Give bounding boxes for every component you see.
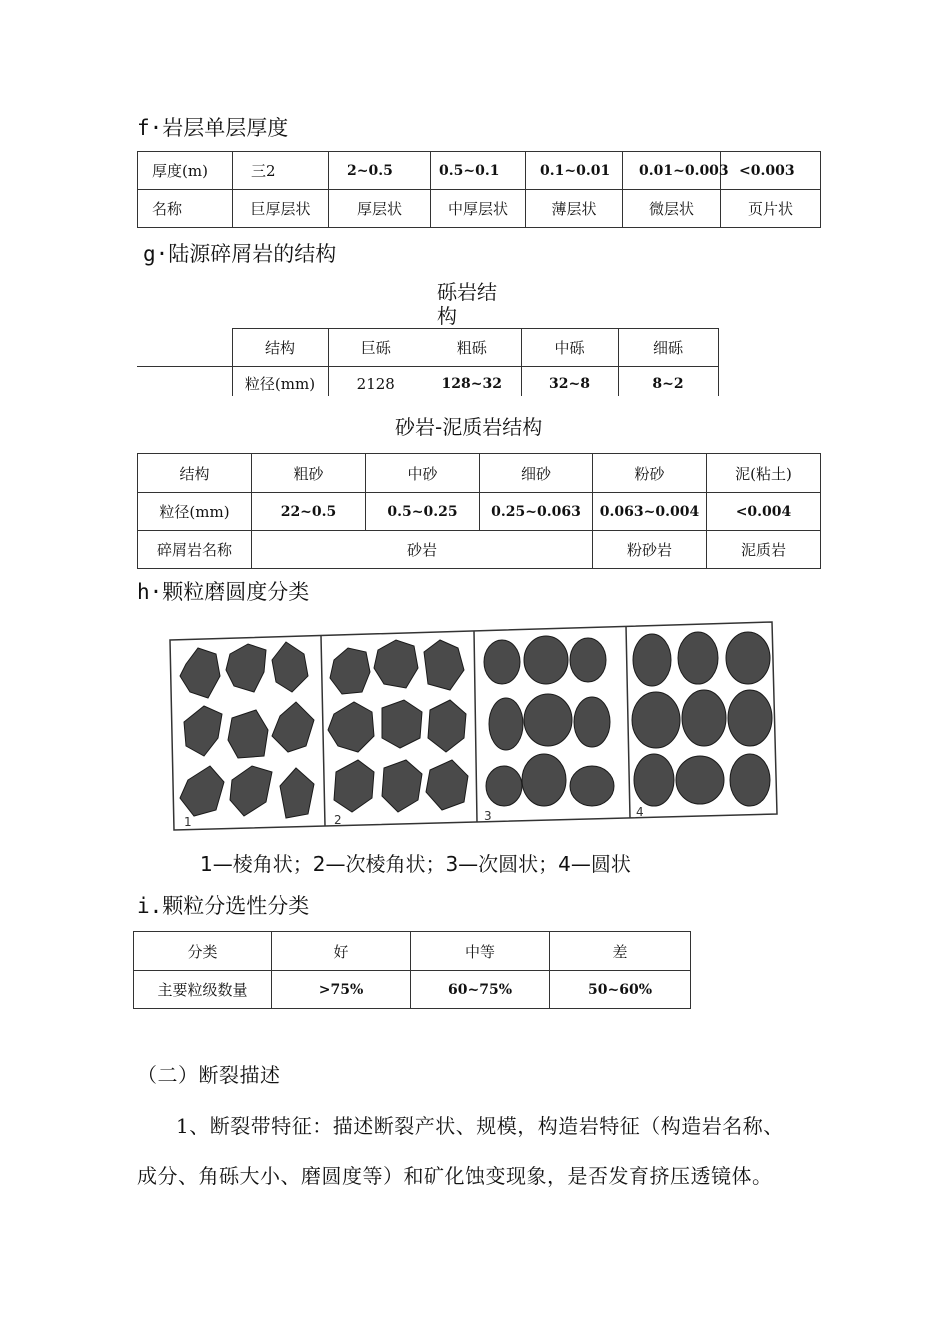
conglomerate-header: 结构 [232,329,328,367]
conglomerate-size: 32~8 [521,367,618,397]
sandstone-header: 结构 [138,454,252,493]
conglomerate-header: 中砾 [521,329,618,367]
section-i-title: i.颗粒分选性分类 [137,894,310,918]
conglomerate-header: 细砾 [618,329,718,367]
conglomerate-header: 粗砾 [423,329,521,367]
sorting-table [133,931,691,1009]
sandstone-size: <0.004 [707,493,821,531]
sandstone-rock-name: 泥质岩 [707,531,821,569]
panel-label-2: 2 [334,813,342,827]
section-f-title: f·岩层单层厚度 [137,116,289,140]
part2-title: （二）断裂描述 [137,1063,281,1087]
sandstone-size-label: 粒径(mm) [138,493,252,531]
thickness-table [137,151,821,228]
conglomerate-size: 8~2 [618,367,718,397]
sorting-label: 主要粒级数量 [134,971,272,1009]
conglomerate-header: 巨砾 [328,329,423,367]
sorting-value: 50~60% [550,971,691,1009]
thickness-cell: <0.003 [721,152,821,190]
thickness-cell: 0.1~0.01 [526,152,623,190]
sorting-header: 差 [550,932,691,971]
thickness-name-cell: 页片状 [721,190,821,228]
sandstone-header: 泥(粘土) [707,454,821,493]
sandstone-size: 0.063~0.004 [593,493,707,531]
conglomerate-title: 砾岩结构 [437,280,497,328]
panel-label-1: 1 [184,815,192,829]
sandstone-title: 砂岩-泥质岩结构 [395,415,543,439]
sandstone-size: 0.25~0.063 [480,493,593,531]
subangular-grains [328,640,468,812]
thickness-name-cell: 巨厚层状 [233,190,329,228]
sandstone-header: 中砂 [366,454,480,493]
conglomerate-table-wrap [137,328,721,396]
sorting-value: >75% [272,971,411,1009]
section-g-title: g·陆源碎屑岩的结构 [143,242,337,266]
paragraph-line-2: 成分、角砾大小、磨圆度等）和矿化蚀变现象，是否发育挤压透镜体。 [137,1164,773,1188]
sorting-header: 分类 [134,932,272,971]
thickness-name-cell: 中厚层状 [431,190,526,228]
sandstone-size: 0.5~0.25 [366,493,480,531]
thickness-cell: 2~0.5 [329,152,431,190]
sandstone-rock-name: 粉砂岩 [593,531,707,569]
sorting-header: 好 [272,932,411,971]
thickness-cell: 三2 [233,152,329,190]
sandstone-header: 粉砂 [593,454,707,493]
sandstone-header: 细砂 [480,454,593,493]
sorting-header: 中等 [411,932,550,971]
thickness-cell: 0.01~0.003 [623,152,721,190]
conglomerate-size: 2128 [328,367,423,397]
thickness-header-label: 厚度(m) [138,152,233,190]
sandstone-rock-label: 碎屑岩名称 [138,531,252,569]
paragraph-line-1: 1、断裂带特征：描述断裂产状、规模，构造岩特征（构造岩名称、 [176,1114,784,1138]
roundness-caption: 1—棱角状；2—次棱角状；3—次圆状；4—圆状 [200,852,631,876]
conglomerate-empty [137,367,232,397]
conglomerate-size-label: 粒径(mm) [232,367,328,397]
thickness-name-cell: 薄层状 [526,190,623,228]
conglomerate-empty [137,329,232,367]
thickness-cell: 0.5~0.1 [431,152,526,190]
conglomerate-size: 128~32 [423,367,521,397]
subrounded-grains [484,636,614,806]
sandstone-size: 22~0.5 [252,493,366,531]
thickness-name-label: 名称 [138,190,233,228]
section-h-title: h·颗粒磨圆度分类 [137,580,310,604]
rounded-grains [632,632,772,806]
sandstone-header: 粗砂 [252,454,366,493]
roundness-figure [168,620,780,832]
panel-label-3: 3 [484,809,492,823]
sorting-value: 60~75% [411,971,550,1009]
sandstone-rock-name: 砂岩 [252,531,593,569]
thickness-name-cell: 厚层状 [329,190,431,228]
angular-grains [180,642,314,818]
conglomerate-table [137,328,719,396]
sandstone-table [137,453,821,569]
panel-label-4: 4 [636,805,644,819]
thickness-name-cell: 微层状 [623,190,721,228]
